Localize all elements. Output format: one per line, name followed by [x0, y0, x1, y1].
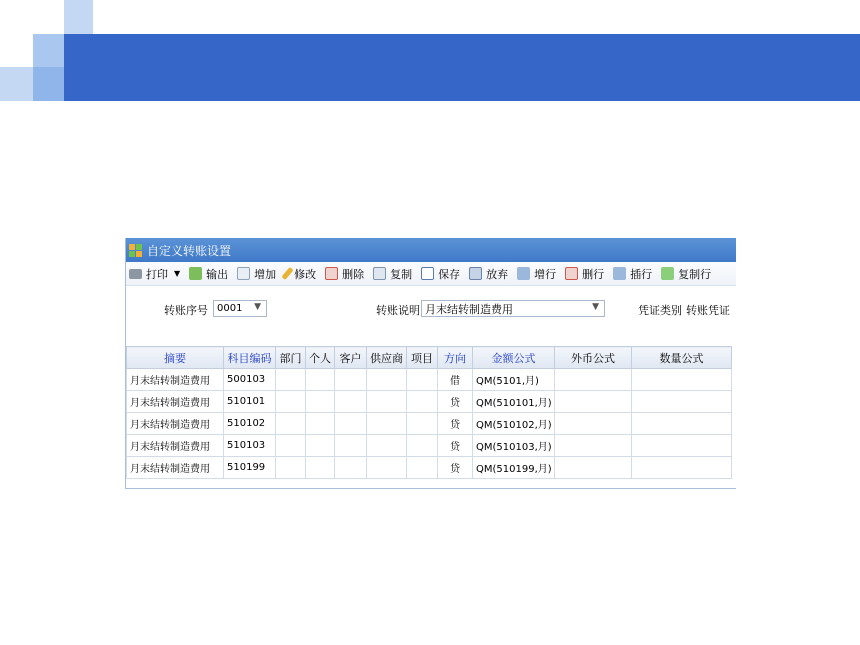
table-cell[interactable] [632, 369, 732, 391]
decor-square [64, 0, 93, 34]
table-cell[interactable]: 借 [438, 369, 473, 391]
app-icon [129, 244, 142, 257]
table-cell[interactable]: 贷 [438, 413, 473, 435]
col-header[interactable]: 数量公式 [632, 347, 732, 369]
table-cell[interactable]: 510102 [224, 413, 276, 435]
table-cell[interactable] [555, 435, 632, 457]
pencil-icon [282, 267, 294, 280]
discard-icon [469, 267, 482, 280]
print-button[interactable]: 打印 ▼ [129, 266, 180, 282]
transfer-settings-window [125, 238, 736, 489]
table-header-row [127, 347, 732, 369]
voucher-type-label: 凭证类别 [638, 304, 682, 317]
decor-square [33, 67, 64, 101]
table-cell[interactable]: 月末结转制造费用 [127, 391, 224, 413]
table-cell[interactable] [306, 391, 335, 413]
chevron-down-icon[interactable]: ▼ [254, 302, 261, 312]
decor-square [33, 34, 64, 67]
delete-row-button[interactable]: 删行 [565, 266, 604, 282]
table-cell[interactable] [276, 413, 306, 435]
table-cell[interactable] [555, 369, 632, 391]
table-cell[interactable]: QM(5101,月) [473, 369, 555, 391]
table-cell[interactable] [276, 457, 306, 479]
title-bar [126, 238, 736, 262]
table-cell[interactable] [276, 369, 306, 391]
form-row [126, 286, 736, 332]
transfer-desc-label: 转账说明 [376, 304, 420, 317]
table-cell[interactable]: 贷 [438, 457, 473, 479]
table-row[interactable] [127, 457, 732, 479]
table-cell[interactable]: QM(510101,月) [473, 391, 555, 413]
voucher-type-value[interactable]: 转账凭证 [686, 304, 730, 317]
col-header[interactable]: 客户 [335, 347, 367, 369]
table-cell[interactable]: 贷 [438, 391, 473, 413]
table-cell[interactable]: 月末结转制造费用 [127, 457, 224, 479]
add-row-icon [517, 267, 530, 280]
header-band [64, 34, 860, 101]
transfer-seq-label: 转账序号 [164, 304, 208, 317]
table-cell[interactable] [335, 391, 367, 413]
table-cell[interactable]: QM(510199,月) [473, 457, 555, 479]
table-cell[interactable] [367, 413, 407, 435]
table-cell[interactable] [632, 391, 732, 413]
table-cell[interactable] [632, 413, 732, 435]
table-cell[interactable] [555, 413, 632, 435]
table-cell[interactable] [335, 457, 367, 479]
insert-row-button[interactable]: 插行 [613, 266, 652, 282]
table-cell[interactable]: 510199 [224, 457, 276, 479]
table-cell[interactable] [367, 391, 407, 413]
col-header[interactable]: 科目编码 [224, 347, 276, 369]
table-cell[interactable] [335, 435, 367, 457]
table-row[interactable] [127, 435, 732, 457]
copy-icon [373, 267, 386, 280]
insert-row-icon [613, 267, 626, 280]
col-header[interactable]: 供应商 [367, 347, 407, 369]
export-button[interactable]: 输出 [189, 266, 228, 282]
add-button[interactable]: 增加 [237, 266, 276, 282]
table-cell[interactable] [407, 391, 438, 413]
table-cell[interactable] [276, 391, 306, 413]
table-cell[interactable] [632, 435, 732, 457]
printer-icon [129, 269, 142, 279]
table-cell[interactable] [306, 435, 335, 457]
col-header[interactable]: 个人 [306, 347, 335, 369]
table-cell[interactable]: 510103 [224, 435, 276, 457]
table-cell[interactable] [407, 369, 438, 391]
save-button[interactable]: 保存 [421, 266, 460, 282]
table-cell[interactable]: 月末结转制造费用 [127, 435, 224, 457]
table-cell[interactable] [555, 457, 632, 479]
table-cell[interactable]: 500103 [224, 369, 276, 391]
delete-icon [325, 267, 338, 280]
col-header[interactable]: 项目 [407, 347, 438, 369]
table-cell[interactable] [632, 457, 732, 479]
save-icon [421, 267, 434, 280]
table-cell[interactable] [407, 435, 438, 457]
table-cell[interactable] [335, 413, 367, 435]
discard-button[interactable]: 放弃 [469, 266, 508, 282]
table-cell[interactable] [367, 369, 407, 391]
table-cell[interactable]: 月末结转制造费用 [127, 413, 224, 435]
delete-button[interactable]: 删除 [325, 266, 364, 282]
table-cell[interactable] [555, 391, 632, 413]
col-header[interactable]: 部门 [276, 347, 306, 369]
col-header[interactable]: 金额公式 [473, 347, 555, 369]
chevron-down-icon[interactable]: ▼ [174, 269, 181, 278]
col-header[interactable]: 外币公式 [555, 347, 632, 369]
table-cell[interactable] [367, 457, 407, 479]
edit-button[interactable]: 修改 [285, 266, 316, 282]
copy-row-icon [661, 267, 674, 280]
table-cell[interactable]: 510101 [224, 391, 276, 413]
transfer-seq-select[interactable]: 0001 ▼ [213, 300, 267, 317]
table-cell[interactable]: QM(510102,月) [473, 413, 555, 435]
transfer-table [126, 346, 732, 479]
table-cell[interactable]: 贷 [438, 435, 473, 457]
table-cell[interactable]: QM(510103,月) [473, 435, 555, 457]
decor-square [0, 67, 33, 101]
table-row[interactable] [127, 413, 732, 435]
table-row[interactable] [127, 369, 732, 391]
col-header[interactable]: 摘要 [127, 347, 224, 369]
window-title: 自定义转账设置 [147, 243, 232, 258]
table-cell[interactable] [276, 435, 306, 457]
transfer-desc-select[interactable]: 月末结转制造费用 ▼ [421, 300, 605, 317]
table-cell[interactable] [306, 457, 335, 479]
table-cell[interactable] [367, 435, 407, 457]
table-row[interactable] [127, 391, 732, 413]
table-cell[interactable] [407, 413, 438, 435]
add-icon [237, 267, 250, 280]
col-header[interactable]: 方向 [438, 347, 473, 369]
table-cell[interactable] [335, 369, 367, 391]
table-cell[interactable]: 月末结转制造费用 [127, 369, 224, 391]
chevron-down-icon[interactable]: ▼ [592, 302, 599, 312]
toolbar [126, 262, 736, 286]
copy-button[interactable]: 复制 [373, 266, 412, 282]
table-cell[interactable] [306, 369, 335, 391]
copy-row-button[interactable]: 复制行 [661, 266, 711, 282]
add-row-button[interactable]: 增行 [517, 266, 556, 282]
table-cell[interactable] [306, 413, 335, 435]
table-cell[interactable] [407, 457, 438, 479]
delete-row-icon [565, 267, 578, 280]
export-icon [189, 267, 202, 280]
